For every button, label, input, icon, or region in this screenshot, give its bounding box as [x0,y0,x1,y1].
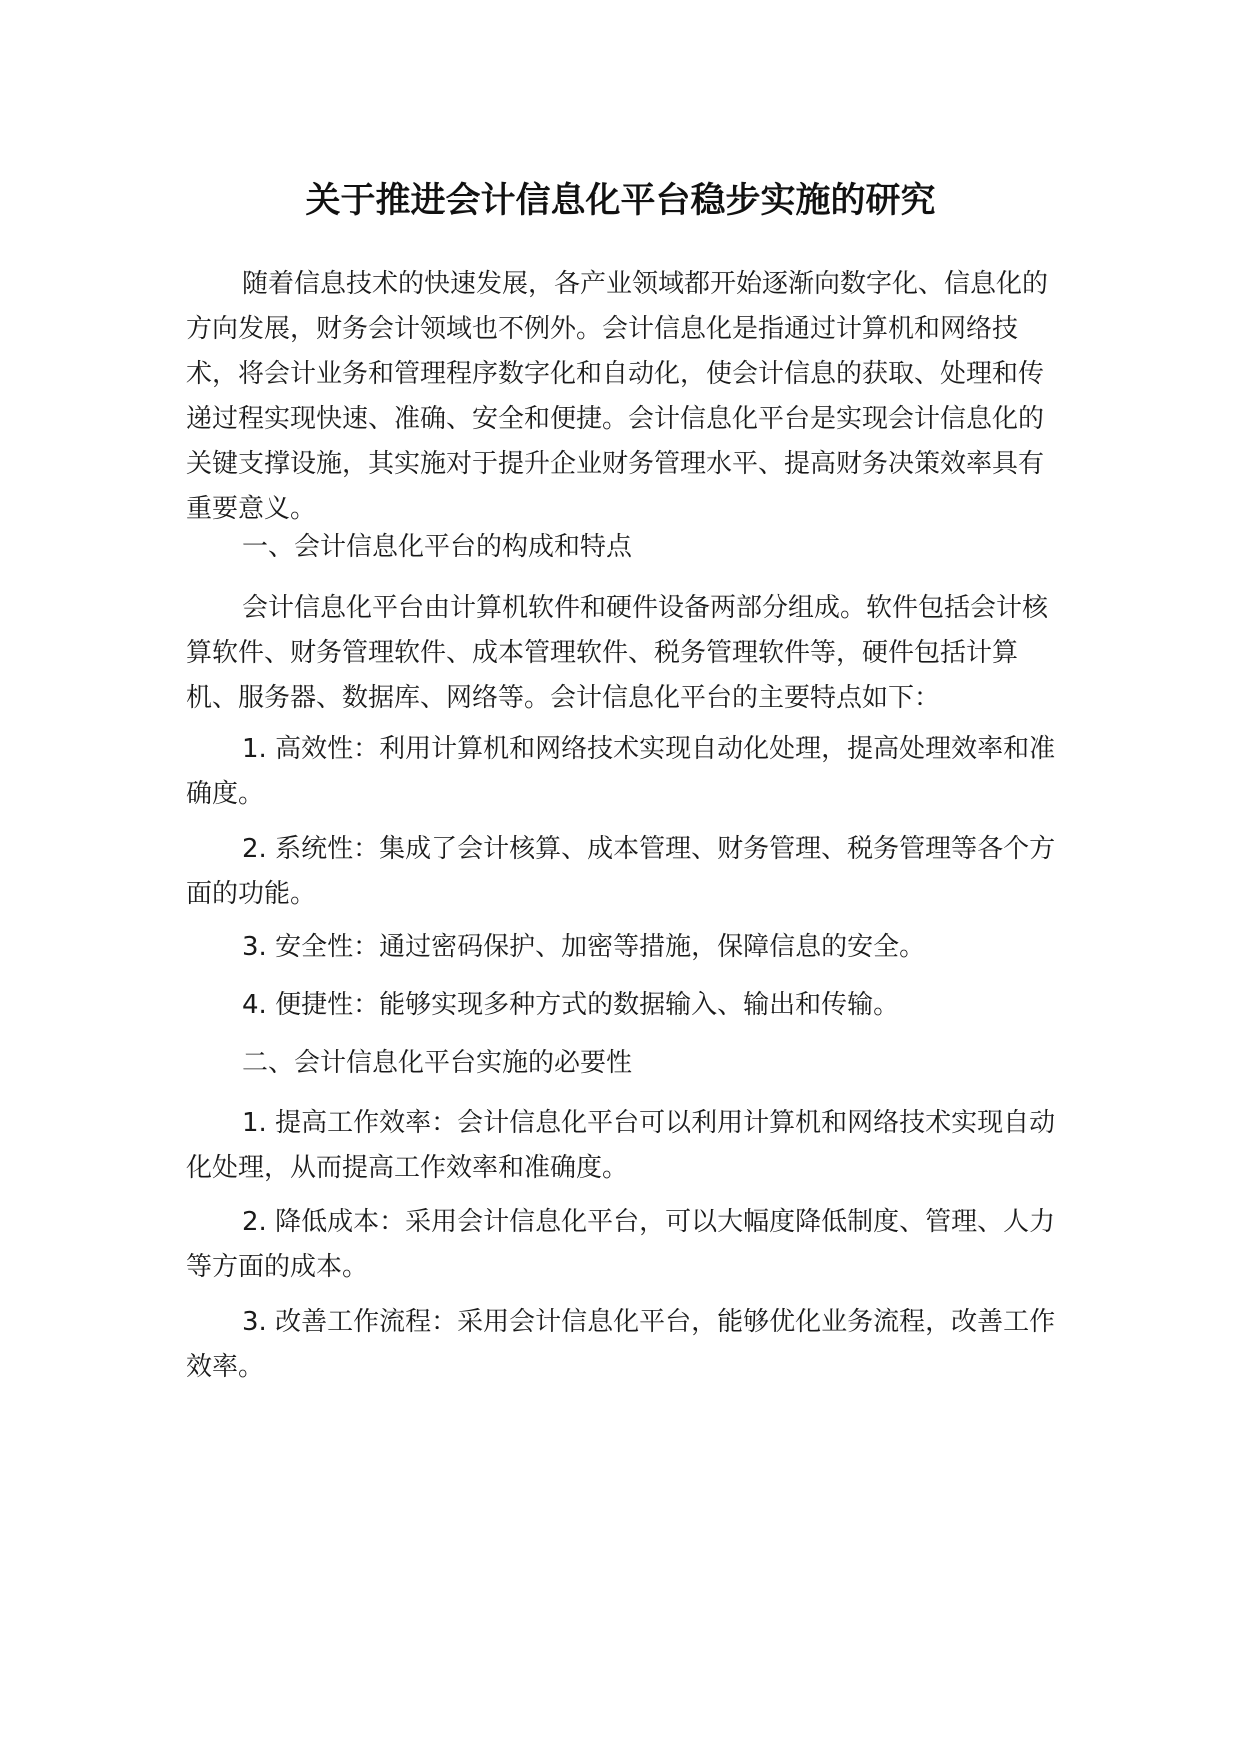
list-item-reduce-cost: 2. 降低成本：采用会计信息化平台，可以大幅度降低制度、管理、人力等方面的成本。 [186,1207,1056,1282]
list-item-improve-efficiency: 1. 提高工作效率：会计信息化平台可以利用计算机和网络技术实现自动化处理，从而提高工作效率和准确度。 [186,1108,1056,1183]
list-item-efficiency: 1. 高效性：利用计算机和网络技术实现自动化处理，提高处理效率和准确度。 [186,734,1056,809]
paragraph-platform-composition: 会计信息化平台由计算机软件和硬件设备两部分组成。软件包括会计核算软件、财务管理软件、成本管理软件、税务管理软件等，硬件包括计算机、服务器、数据库、网络等。会计信息化平台的主要特点如下： [186,593,1049,713]
paragraph-intro: 随着信息技术的快速发展，各产业领域都开始逐渐向数字化、信息化的方向发展，财务会计领域也不例外。会计信息化是指通过计算机和网络技术，将会计业务和管理程序数字化和自动化，使会计信息的获取、处理和传递过程实现快速、准确、安全和便捷。会计信息化平台是实现会计信息化的关键支撑设施，其实施对于提升企业财务管理水平、提高财务决策效率具有重要意义。 [186,269,1049,524]
list-item-improve-workflow: 3. 改善工作流程：采用会计信息化平台，能够优化业务流程，改善工作效率。 [186,1307,1056,1382]
section-heading-2: 二、会计信息化平台实施的必要性 [242,1048,633,1078]
list-item-systematic: 2. 系统性：集成了会计核算、成本管理、财务管理、税务管理等各个方面的功能。 [186,834,1056,909]
section-heading-1: 一、会计信息化平台的构成和特点 [242,532,633,562]
list-item-security: 3. 安全性：通过密码保护、加密等措施，保障信息的安全。 [242,932,926,962]
document-title: 关于推进会计信息化平台稳步实施的研究 [305,181,936,221]
list-item-convenience: 4. 便捷性：能够实现多种方式的数据输入、输出和传输。 [242,990,900,1020]
